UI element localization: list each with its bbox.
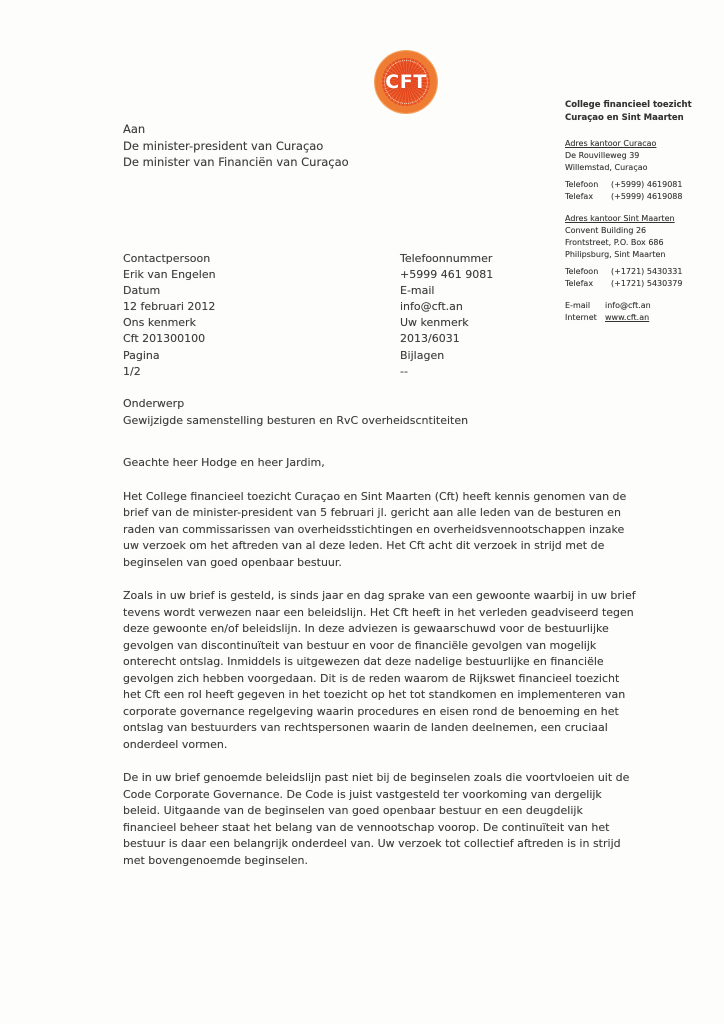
- cft-logo-text: CFT: [385, 71, 427, 93]
- org-name-line2: Curaçao en Sint Maarten: [565, 112, 684, 123]
- office-curacao-fax-row: [565, 191, 717, 203]
- phone-value: (+5999) 4619081: [611, 180, 683, 189]
- office-sint-maarten-address-line: Frontstreet, P.O. Box 686: [565, 238, 664, 247]
- addressee-label: Aan: [123, 122, 146, 136]
- meta-value: 1/2: [123, 364, 141, 378]
- meta-label: Contactpersoon: [123, 252, 211, 265]
- meta-label: E-mail: [400, 284, 435, 298]
- fax-label: Telefax: [565, 279, 594, 288]
- phone-value: (+1721) 5430331: [611, 267, 683, 276]
- paragraph: Het College financieel toezicht Curaçao en Sint Maarten (Cft) heeft kennis genomen van de brief van de minister-president van 5 februari jl. gericht aan alle leden van de besturen en raden van commissarissen van overheidsstichtingen en overheidsvennootschappen inzake uw verzoek om het aftreden van al deze leden. Het Cft acht dit verzoek in strijd met de beginselen van goed openbaar bestuur.: [123, 489, 627, 569]
- org-name: [565, 99, 717, 124]
- internet-label: Internet: [565, 313, 597, 322]
- email-value: info@cft.an: [605, 301, 651, 310]
- office-sint-maarten-phone-row: [565, 266, 717, 278]
- org-name-line1: College financieel toezicht: [565, 100, 692, 110]
- email-label: E-mail: [565, 301, 591, 310]
- meta-value: Erik van Engelen: [123, 268, 216, 282]
- meta-left-column: [123, 251, 216, 380]
- meta-label: Bijlagen: [400, 348, 445, 362]
- office-sint-maarten-heading: Adres kantoor Sint Maarten: [565, 214, 675, 223]
- office-curacao: [565, 138, 717, 203]
- addressee-line: De minister van Financiën van Curaçao: [123, 155, 349, 169]
- office-sint-maarten-address-line: Convent Building 26: [565, 226, 647, 235]
- meta-value: info@cft.an: [400, 300, 463, 314]
- paragraph: De in uw brief genoemde beleidslijn past niet bij de beginselen zoals die voortvloeien uit de Code Corporate Governance. De Code is juist vastgesteld ter voorkoming van dergelijk beleid. Uitgaande van de beginselen van goed openbaar bestuur en een deugdelijk financieel beheer staat het belang van de vennootschap voorop. De continuïteit van het bestuur is daar een belangrijk onderdeel van. Uw verzoek tot collectief aftreden is in strijd met bovengenoemde beginselen.: [123, 771, 630, 867]
- letterhead: [565, 99, 717, 324]
- fax-value: (+1721) 5430379: [611, 279, 683, 288]
- website-link: www.cft.an: [605, 313, 650, 322]
- office-curacao-address-line: De Rouvilleweg 39: [565, 151, 640, 160]
- internet-row: [565, 312, 717, 324]
- meta-value: --: [400, 364, 408, 378]
- letter-body: [123, 455, 639, 886]
- meta-label: Telefoonnummer: [400, 252, 493, 265]
- office-sint-maarten-address-line: Philipsburg, Sint Maarten: [565, 250, 666, 259]
- phone-label: Telefoon: [565, 267, 599, 276]
- meta-label: Ons kenmerk: [123, 316, 196, 330]
- office-curacao-heading: Adres kantoor Curacao: [565, 139, 657, 148]
- email-row: [565, 300, 717, 312]
- meta-label: Uw kenmerk: [400, 316, 469, 330]
- office-sint-maarten: [565, 213, 717, 290]
- cft-logo-ring: [384, 60, 428, 104]
- addressee-block: [123, 121, 349, 171]
- meta-label: Datum: [123, 284, 161, 298]
- salutation: Geachte heer Hodge en heer Jardim,: [123, 456, 325, 469]
- fax-value: (+5999) 4619088: [611, 192, 683, 201]
- office-curacao-phone-row: [565, 179, 717, 191]
- letterhead-contact: [565, 300, 717, 324]
- office-sint-maarten-fax-row: [565, 278, 717, 290]
- subject-block: [123, 395, 468, 429]
- office-curacao-address-line: Willemstad, Curaçao: [565, 163, 648, 172]
- fax-label: Telefax: [565, 192, 594, 201]
- paragraph: Zoals in uw brief is gesteld, is sinds jaar en dag sprake van een gewoonte waarbij in uw brief tevens wordt verwezen naar een beleidslijn. Het Cft heeft in het verleden geadviseerd tegen deze gewoonte en/of beleidslijn. In deze adviezen is gewaarschuwd voor de bestuurlijke gevolgen van discontinuïteit van bestuur en voor de financiële gevolgen van mogelijk onterecht ontslag. Inmiddels is uitgewezen dat deze nadelige bestuurlijke en financiële gevolgen zich hebben voorgedaan. Dit is de reden waarom de Rijkswet financieel toezicht het Cft een rol heeft gegeven in het toezicht op het tot standkomen en implementeren van corporate governance regelgeving waarin procedures en eisen rond de benoeming en het ontslag van bestuurders van rechtspersonen waarin de landen deelnemen, een cruciaal onderdeel vormen.: [123, 589, 636, 751]
- meta-label: Pagina: [123, 348, 160, 362]
- subject-value: Gewijzigde samenstelling besturen en RvC overheidscntiteiten: [123, 414, 469, 427]
- meta-value: Cft 201300100: [123, 332, 206, 346]
- phone-label: Telefoon: [565, 180, 599, 189]
- subject-label: Onderwerp: [123, 397, 185, 410]
- cft-logo: [375, 51, 437, 113]
- meta-right-column: [400, 251, 493, 380]
- meta-value: +5999 461 9081: [400, 268, 494, 282]
- meta-value: 12 februari 2012: [123, 300, 216, 314]
- meta-value: 2013/6031: [400, 332, 460, 346]
- addressee-line: De minister-president van Curaçao: [123, 138, 324, 153]
